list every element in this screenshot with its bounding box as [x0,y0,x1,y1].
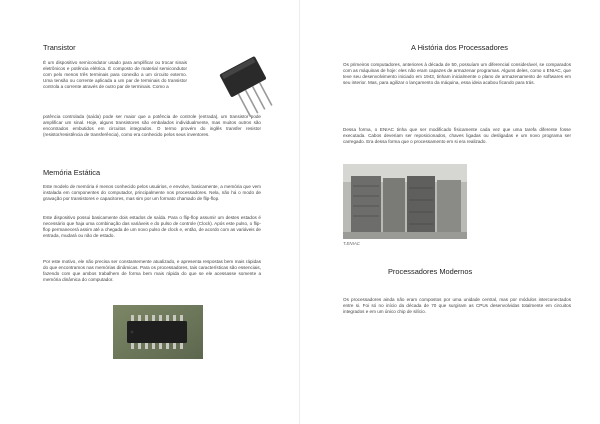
modernos-heading: Processadores Modernos [388,267,473,276]
memoria-paragraph-3: Por este motivo, ele não precisa ser constantemente atualizado, e apresenta respostas bem mais rápidas do que encontramos nas memórias dinâmicas. Para os processadores, tais características são essenciais, fazendo com que ambos trabalhem de forma bem mais rápida do que se ele acessasse somente a memória dinâmica do computador. [43,259,261,282]
eniac-photo [343,164,467,239]
historia-paragraph-1: Os primeiros computadores, anteriores à década de 50, possuíam um diferencial considerável, se comparados com as máquinas de hoje: eles não eram capazes de armazenar programas. Alguns deles, como o ENIAC, que teve seu desenvolvimento iniciado em 1943, tinham inicialmente o plano de armazenamento de softwares em seu interior. Mas, para agilizar o lançamento da máquina, essa ideia acabou ficando para trás. [343,62,571,85]
modernos-paragraph-1: Os processadores ainda não eram compostos por uma unidade central, mas por módulos interconectados entre si. Foi só no início da década de 70 que surgiram as CPUs desenvolvidas totalmente em circuitos integrados e em um único chip de silício. [343,297,571,314]
transistor-paragraph-1: É um dispositivo semicondutor usado para amplificar ou trocar sinais eletrônicos e potência elétrica. É composto de material semicondutor com pelo menos três terminais para conexão a um circuito externo. Uma tensão ou corrente aplicada a um par de terminais do transistor controla a corrente através de outro par de terminais. Como a [43,60,187,89]
historia-heading: A História dos Processadores [411,43,508,52]
integrated-circuit-photo [113,305,203,359]
transistor-photo [208,52,296,120]
transistor-heading: Transistor [43,43,76,52]
eniac-caption: T.ENIAC [343,241,360,246]
memoria-paragraph-2: Este dispositivo possui basicamente dois estados de saída. Para o flip-flop assumir um destes estados é necessário que haja uma combinação das variáveis e do pulso de controle (Clock). Após este pulso, o flip-flop permanecerá assim até a chegada de um novo pulso de clock e, então, de acordo com as variáveis de entrada, mudará ou não de estado. [43,215,261,238]
memoria-heading: Memória Estática [43,168,101,177]
transistor-paragraph-2: potência controlada (saída) pode ser maior que a potência de controle (entrada), um transistor pode amplificar um sinal. Hoje, alguns transistores são embalados individualmente, mas muitos outros são encontrados embutidos em circuitos integrados. O termo provém do inglês transfer resistor (resistor/resistência de transferência), como era conhecido pelos seus inventores. [43,114,261,137]
historia-paragraph-2: Dessa forma, o ENIAC tinha que ser modificado fisicamente cada vez que uma tarefa diferente fosse executada. Cabos deveriam ser reposicionados, chaves ligadas ou desligadas e um novo programa ser carregado. Era dessa forma que o processamento em si era realizado. [343,127,571,144]
memoria-paragraph-1: Este modelo de memória é menos conhecido pelos usuários, e envolve, basicamente, a memória que vem instalada em componentes do computador, principalmente nos processadores. Nela, não há o modo de gravação por transistores e capacitores, mas sim por um formato chamado de flip-flop. [43,184,261,201]
